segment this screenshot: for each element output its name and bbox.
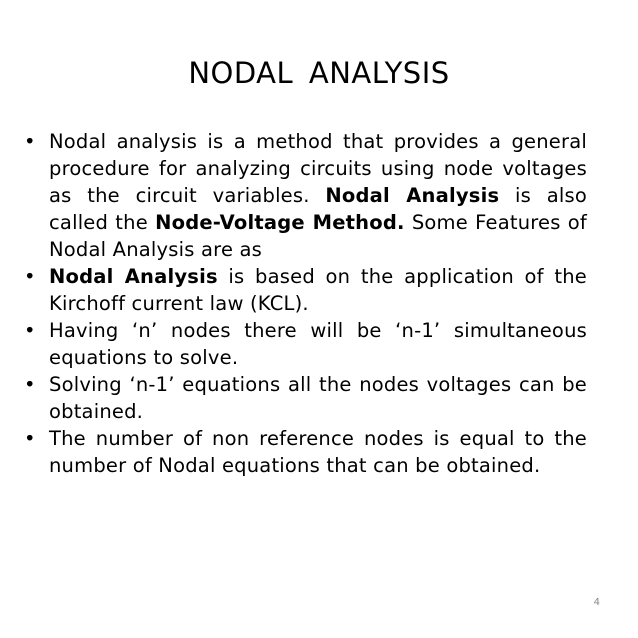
bullet-list [24,128,587,479]
bullet-dot: • [24,427,36,450]
bold-term: Nodal Analysis [325,184,500,207]
bullet-text: Nodal analysis is a method that provides a general procedure for analyzing circuits using node voltages as the circuit variables. [49,130,587,207]
bullet-text: Some Features of Nodal Analysis are as [49,211,587,261]
bullet-text: The number of non reference nodes is equal to the number of Nodal equations that can be obtained. [49,427,587,477]
bold-term: Nodal Analysis [49,265,218,288]
bullet-dot: • [24,319,36,342]
bullet-item [24,371,587,425]
bullet-item [24,317,587,371]
bold-term: Node-Voltage Method. [155,211,405,234]
bullet-dot: • [24,373,36,396]
bullet-text: Solving ‘n-1’ equations all the nodes voltages can be obtained. [49,373,587,423]
bullet-text: Having ‘n’ nodes there will be ‘n-1’ simultaneous equations to solve. [49,319,587,369]
bullet-item [24,128,587,263]
bullet-text: is also called the [49,184,588,234]
bullet-item [24,263,587,317]
slide-title: NODAL ANALYSIS [188,56,450,90]
bullet-text: is based on the application of the Kirchoff current law (KCL). [49,265,587,315]
bullet-item [24,425,587,479]
page-number: 4 [593,597,600,608]
bullet-dot: • [24,265,36,288]
bullet-dot: • [24,130,36,153]
